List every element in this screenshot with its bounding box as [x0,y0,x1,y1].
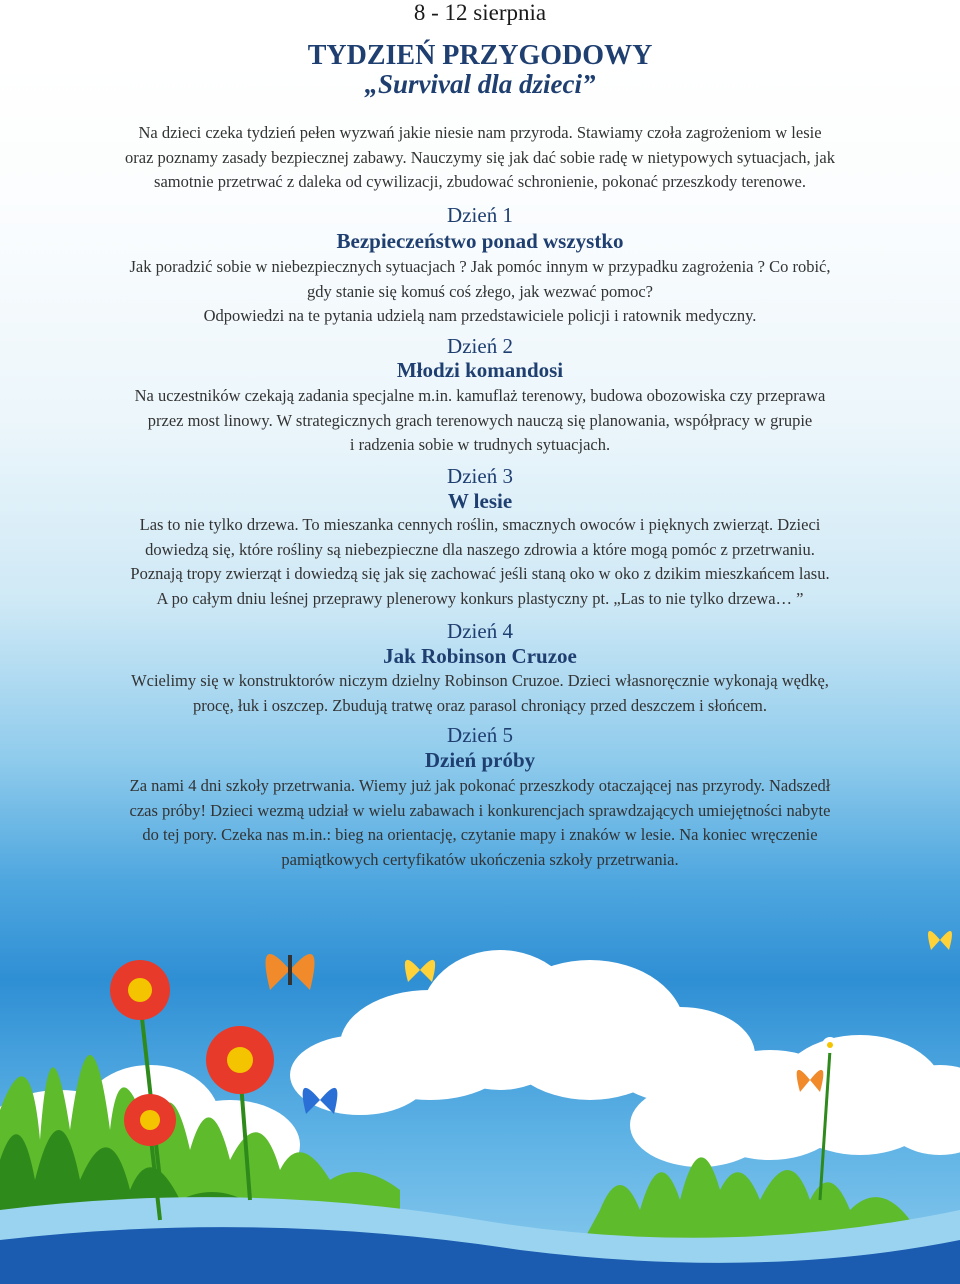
day-line: Jak poradzić sobie w niebezpiecznych sytuacjach ? Jak pomóc innym w przypadku zagrożenia ? Co robić, [129,257,831,276]
intro-line: Na dzieci czeka tydzień pełen wyzwań jakie niesie nam przyroda. Stawiamy czoła zagrożeniom w lesie [138,123,822,142]
day-line: Odpowiedzi na te pytania udzielą nam przedstawiciele policji i ratownik medyczny. [203,306,757,326]
day-5-description [60,774,900,872]
intro-line: oraz poznamy zasady bezpiecznej zabawy. Nauczymy się jak dać sobie radę w nietypowych sytuacjach, jak [125,147,835,167]
day-line: do tej pory. Czeka nas m.in.: bieg na orientację, czytanie mapy i znaków w lesie. Na koniec wręczenie [142,825,818,845]
day-1-description [60,255,900,329]
intro-paragraph [60,121,900,195]
day-line: Las to nie tylko drzewa. To mieszanka cennych roślin, smacznych owoców i pięknych zwierząt. Dzieci [139,515,821,534]
day-line: dowiedzą się, które rośliny są niebezpieczne dla naszego zdrowia a które mogą pomóc z przetrwaniu. [145,539,815,559]
day-line: Poznają tropy zwierząt i dowiedzą się jak się zachować jeśli staną oko w oko z dzikim mieszkańcem lasu. [130,564,830,584]
day-1-label: Dzień 1 [447,203,513,227]
day-5-label: Dzień 5 [447,723,513,747]
day-4-description [60,669,900,718]
day-line: Na uczestników czekają zadania specjalne m.in. kamuflaż terenowy, budowa obozowiska czy przeprawa [134,386,826,405]
butterfly-icon [928,931,952,950]
event-date: 8 - 12 sierpnia [413,0,547,25]
day-line: i radzenia sobie w trudnych sytuacjach. [349,435,611,455]
day-line: Za nami 4 dni szkoły przetrwania. Wiemy już jak pokonać przeszkody otaczającej nas przyrody. Nadszedł [129,776,831,795]
day-4-label: Dzień 4 [447,619,513,643]
day-5-name: Dzień próby [424,748,536,772]
day-line: Wcielimy się w konstruktorów niczym dzielny Robinson Cruzoe. Dzieci własnoręcznie wykonają wędkę, [131,671,829,690]
day-line: procę, łuk i oszczep. Zbudują tratwę oraz parasol chroniący przed deszczem i słońcem. [192,695,768,715]
event-subtitle: „Survival dla dzieci” [364,69,596,99]
butterfly-icon [266,954,315,990]
day-line: A po całym dniu leśnej przeprawy plenerowy konkurs plastyczny pt. „Las to nie tylko drzewa… ” [156,588,804,608]
butterfly-icon [405,960,435,982]
day-2-label: Dzień 2 [447,334,513,358]
day-1-name: Bezpieczeństwo ponad wszystko [336,229,624,253]
day-3-label: Dzień 3 [447,464,513,488]
day-line: pamiątkowych certyfikatów ukończenia szkoły przetrwania. [281,849,679,869]
day-2-name: Młodzi komandosi [396,358,564,382]
day-4-name: Jak Robinson Cruzoe [383,644,577,668]
day-line: przez most linowy. W strategicznych grach terenowych nauczą się planowania, współpracy w grupie [147,410,813,430]
event-title: TYDZIEŃ PRZYGODOWY [307,40,653,71]
meadow-illustration [0,880,960,1284]
day-line: czas próby! Dzieci wezmą udział w wielu zabawach i konkurencjach sprawdzających umiejętności nabyte [129,800,831,820]
day-3-description [60,513,900,611]
intro-line: samotnie przetrwać z daleka od cywilizacji, zbudować schronienie, pokonać przeszkody terenowe. [154,172,806,192]
day-2-description [60,384,900,458]
day-3-name: W lesie [447,489,513,513]
day-line: gdy stanie się komuś coś złego, jak wezwać pomoc? [307,281,653,301]
